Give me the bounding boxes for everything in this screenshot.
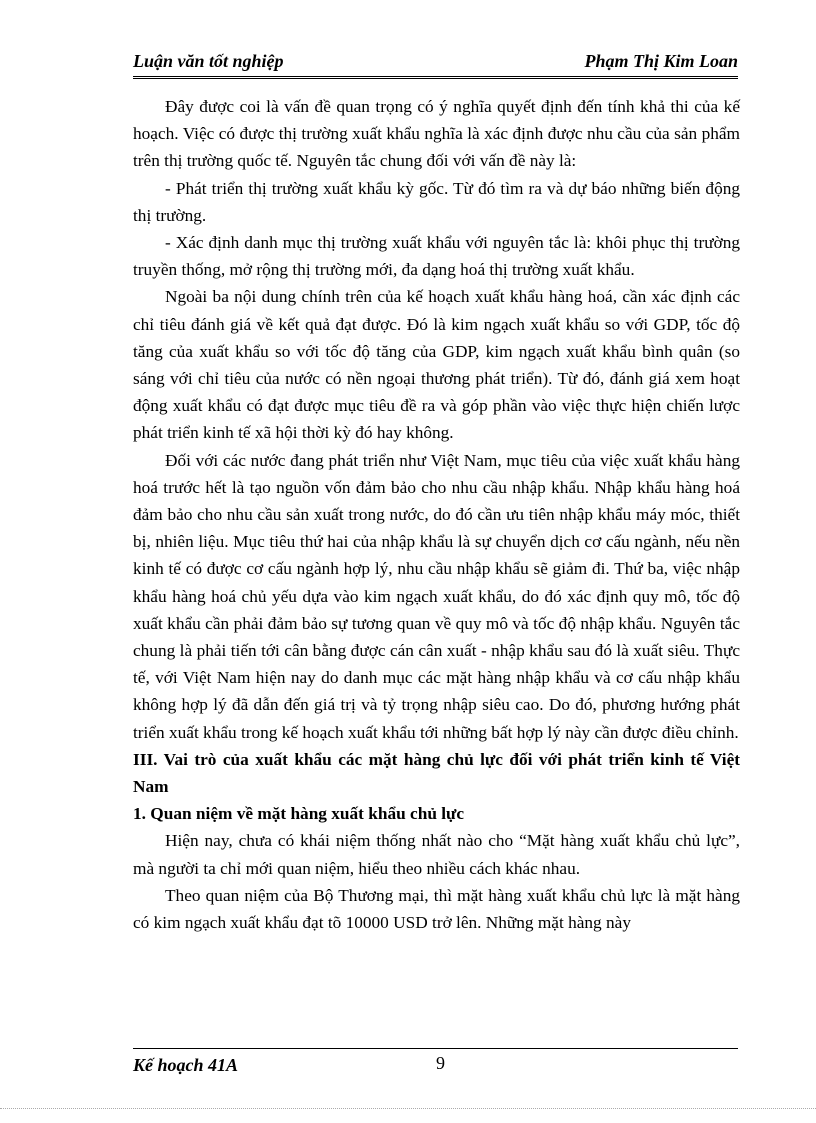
page-edge-divider: [0, 1108, 816, 1109]
section-heading: III. Vai trò của xuất khẩu các mặt hàng chủ lực đối với phát triển kinh tế Việt Nam: [133, 749, 740, 797]
page-header: [133, 48, 738, 79]
page-footer: [133, 1048, 738, 1077]
header-thesis-label: Luận văn tốt nghiệp: [133, 51, 284, 71]
subsection-heading: 1. Quan niệm về mặt hàng xuất khẩu chủ lực: [133, 804, 465, 824]
paragraph: - Xác định danh mục thị trường xuất khẩu với nguyên tắc là: khôi phục thị trường truyền thống, mở rộng thị trường mới, đa dạng hoá thị trường xuất khẩu.: [133, 233, 740, 280]
paragraph: Đối với các nước đang phát triển như Việt Nam, mục tiêu của việc xuất khẩu hàng hoá trước hết là tạo nguồn vốn đảm bảo cho nhu cầu nhập khẩu. Nhập khẩu hàng hoá đảm bảo cho nhu cầu sản xuất trong nước, do đó cần ưu tiên nhập khẩu máy móc, thiết bị, nhiên liệu. Mục tiêu thứ hai của nhập khẩu là sự chuyển dịch cơ cấu ngành, nếu nền kinh tế có được cơ cấu ngành hợp lý, nhu cầu nhập khẩu sẽ giảm đi. Thứ ba, việc nhập khẩu hàng hoá chủ yếu dựa vào kim ngạch xuất khẩu, do đó xác định quy mô, tốc độ xuất khẩu cần phải đảm bảo sự tương quan về quy mô và tốc độ nhập khẩu. Nguyên tắc chung là phải tiến tới cân bằng được cán cân xuất - nhập khẩu sau đó là xuất siêu. Thực tế, với Việt Nam hiện nay do danh mục các mặt hàng nhập khẩu và cơ cấu nhập khẩu không hợp lý đã dẫn đến giá trị và tỷ trọng nhập siêu cao. Do đó, phương hướng phát triển xuất khẩu trong kế hoạch xuất khẩu tới những bất hợp lý này cần được điều chỉnh.: [133, 450, 740, 742]
paragraph: Đây được coi là vấn đề quan trọng có ý nghĩa quyết định đến tính khả thi của kế hoạch. Việc có được thị trường xuất khẩu nghĩa là xác định được nhu cầu của sản phẩm trên thị trường quốc tế. Nguyên tắc chung đối với vấn đề này là:: [133, 97, 740, 171]
page-number: 9: [436, 1053, 445, 1073]
footer-class-label: Kế hoạch 41A: [133, 1055, 239, 1075]
paragraph: Hiện nay, chưa có khái niệm thống nhất nào cho “Mặt hàng xuất khẩu chủ lực”, mà người ta chỉ mới quan niệm, hiểu theo nhiều cách khác nhau.: [133, 831, 740, 878]
paragraph: Ngoài ba nội dung chính trên của kế hoạch xuất khẩu hàng hoá, cần xác định các chỉ tiêu đánh giá về kết quả đạt được. Đó là kim ngạch xuất khẩu so với GDP, tốc độ tăng của xuất khẩu so với tốc độ tăng của GDP, kim ngạch xuất khẩu bình quân (so sáng với chỉ tiêu của nước có nền ngoại thương phát triển). Từ đó, đánh giá xem hoạt động xuất khẩu có đạt được mục tiêu đề ra và góp phần vào việc thực hiện chiến lược phát triển kinh tế xã hội thời kỳ đó hay không.: [133, 287, 740, 443]
header-author-name: Phạm Thị Kim Loan: [584, 51, 738, 71]
paragraph: Theo quan niệm của Bộ Thương mại, thì mặt hàng xuất khẩu chủ lực là mặt hàng có kim ngạch xuất khẩu đạt tõ 10000 USD trở lên. Những mặt hàng này: [133, 885, 740, 933]
document-body: [133, 93, 740, 936]
paragraph: - Phát triển thị trường xuất khẩu kỳ gốc. Từ đó tìm ra và dự báo những biến động thị trường.: [133, 178, 740, 225]
